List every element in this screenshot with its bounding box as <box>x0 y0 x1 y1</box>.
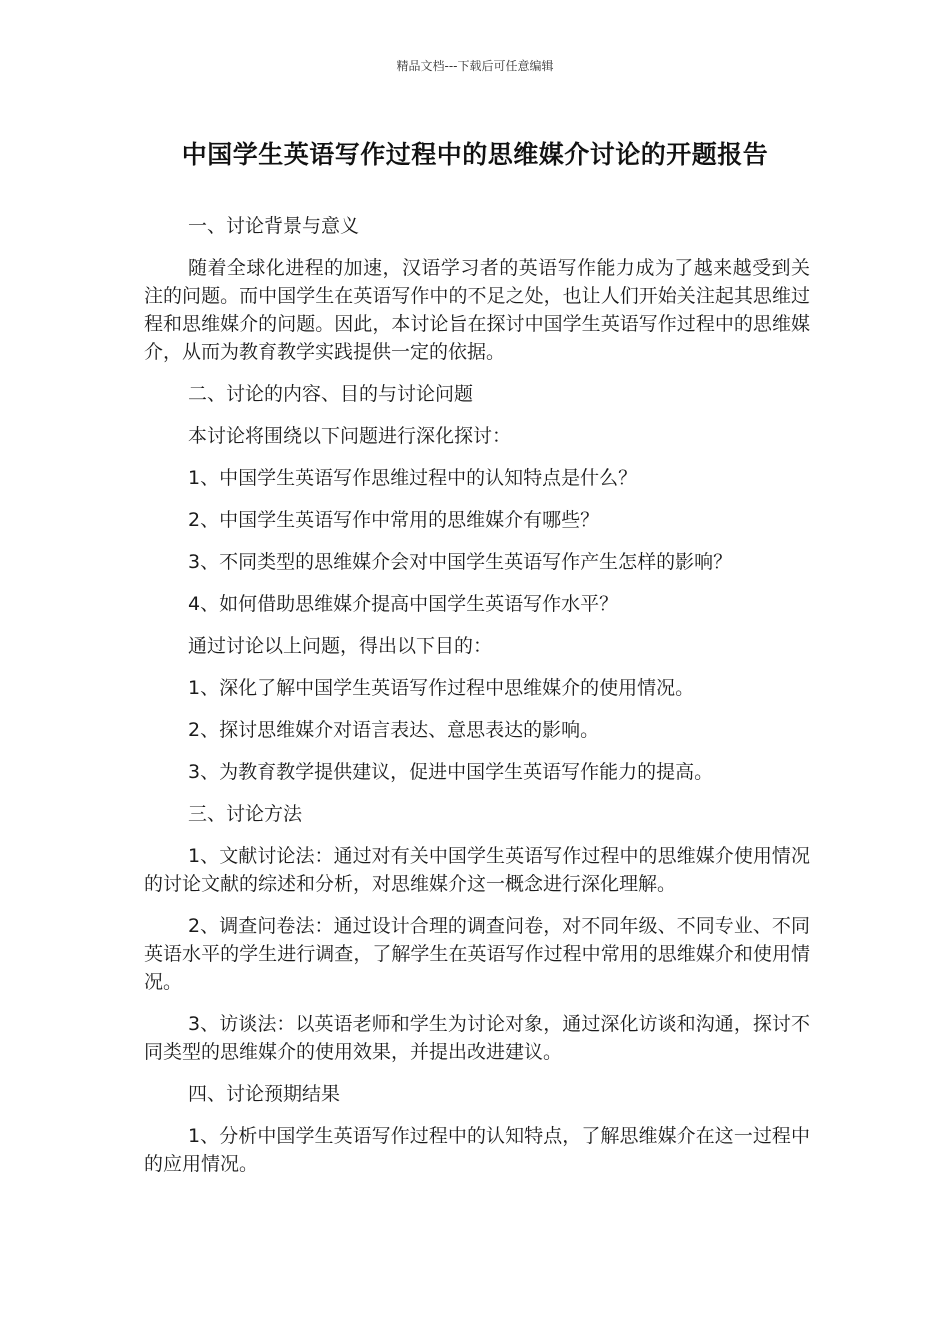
list-item: 1、分析中国学生英语写作过程中的认知特点，了解思维媒介在这一过程中的应用情况。 <box>144 1125 810 1175</box>
list-item: 2、调查问卷法：通过设计合理的调查问卷，对不同年级、不同专业、不同英语水平的学生进行调查，了解学生在英语写作过程中常用的思维媒介和使用情况。 <box>144 915 810 993</box>
section-heading-content: 二、讨论的内容、目的与讨论问题 <box>188 383 474 405</box>
header-note: 精品文档---下载后可任意编辑 <box>396 59 554 73</box>
section-heading-background: 一、讨论背景与意义 <box>188 215 360 237</box>
document-title: 中国学生英语写作过程中的思维媒介讨论的开题报告 <box>181 140 769 169</box>
body-paragraph: 随着全球化进程的加速，汉语学习者的英语写作能力成为了越来越受到关注的问题。而中国学生在英语写作中的不足之处，也让人们开始关注起其思维过程和思维媒介的问题。因此，本讨论旨在探讨中国学生英语写作过程中的思维媒介，从而为教育教学实践提供一定的依据。 <box>144 257 810 363</box>
list-item: 3、访谈法：以英语老师和学生为讨论对象，通过深化访谈和沟通，探讨不同类型的思维媒介的使用效果，并提出改进建议。 <box>144 1013 810 1063</box>
list-item: 3、为教育教学提供建议，促进中国学生英语写作能力的提高。 <box>188 761 714 783</box>
body-paragraph: 通过讨论以上问题，得出以下目的： <box>188 635 493 657</box>
section-heading-results: 四、讨论预期结果 <box>188 1083 341 1105</box>
list-item: 1、深化了解中国学生英语写作过程中思维媒介的使用情况。 <box>188 677 695 699</box>
section-heading-methods: 三、讨论方法 <box>188 803 303 825</box>
list-item: 1、文献讨论法：通过对有关中国学生英语写作过程中的思维媒介使用情况的讨论文献的综述和分析，对思维媒介这一概念进行深化理解。 <box>144 845 810 895</box>
list-item: 3、不同类型的思维媒介会对中国学生英语写作产生怎样的影响？ <box>188 551 733 573</box>
list-item: 4、如何借助思维媒介提高中国学生英语写作水平？ <box>188 593 619 615</box>
body-paragraph: 本讨论将围绕以下问题进行深化探讨： <box>188 425 512 447</box>
list-item: 2、探讨思维媒介对语言表达、意思表达的影响。 <box>188 719 600 741</box>
list-item: 2、中国学生英语写作中常用的思维媒介有哪些？ <box>188 509 600 531</box>
list-item: 1、中国学生英语写作思维过程中的认知特点是什么？ <box>188 467 638 489</box>
document-body <box>144 212 810 1192</box>
